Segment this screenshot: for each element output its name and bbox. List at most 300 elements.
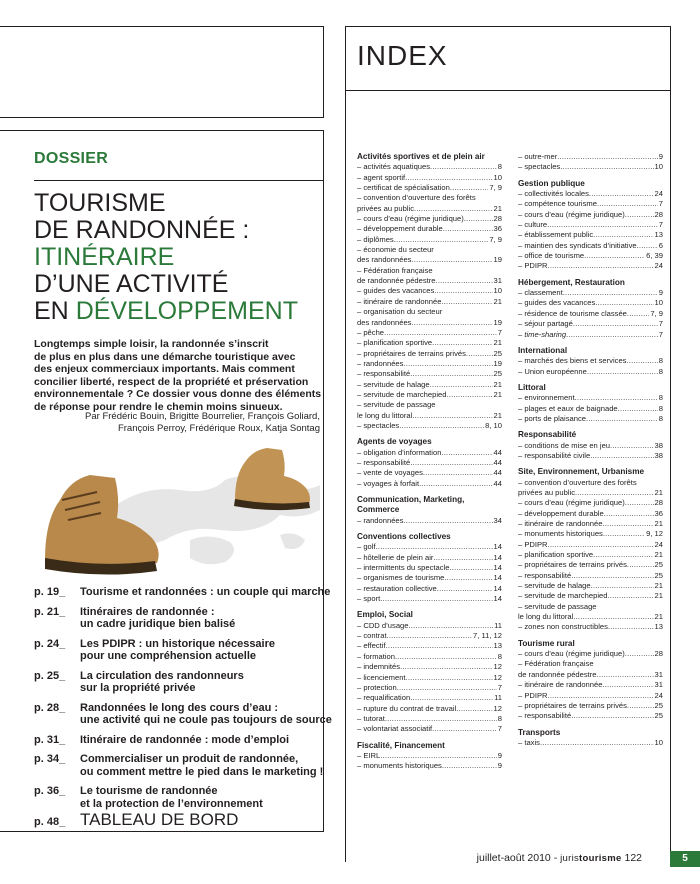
index-leader-dots bbox=[566, 330, 658, 340]
publication-prefix: juris bbox=[560, 853, 580, 864]
index-entry[interactable] bbox=[518, 670, 663, 680]
index-entry[interactable] bbox=[518, 509, 663, 519]
index-entry-page: 25 bbox=[654, 700, 663, 710]
index-entry-page: 8 bbox=[497, 713, 502, 723]
index-entry-label: – vente de voyages bbox=[357, 468, 423, 478]
index-entry-page: 24 bbox=[654, 189, 663, 199]
index-entry-page: 28 bbox=[493, 214, 502, 224]
index-entry[interactable] bbox=[357, 318, 502, 328]
index-entry[interactable] bbox=[518, 230, 663, 240]
index-entry[interactable] bbox=[518, 622, 663, 632]
index-entry[interactable] bbox=[518, 298, 663, 308]
index-entry[interactable] bbox=[357, 761, 502, 771]
toc-line: Randonnées le long des cours d’eau : bbox=[80, 701, 279, 714]
index-section-title: Emploi, Social bbox=[357, 610, 413, 620]
authors bbox=[20, 411, 320, 435]
index-entry-page: 31 bbox=[493, 276, 502, 286]
index-leader-dots bbox=[423, 468, 493, 478]
toc-page: p. 24_ bbox=[34, 637, 66, 650]
toc-line: et la protection de l’environnement bbox=[80, 797, 263, 810]
index-leader-dots bbox=[380, 751, 497, 761]
index-entry[interactable] bbox=[357, 297, 502, 307]
index-entry[interactable] bbox=[357, 714, 502, 724]
index-entry-page: 14 bbox=[493, 573, 502, 583]
index-leader-dots bbox=[602, 680, 653, 690]
index-entry[interactable] bbox=[357, 235, 502, 245]
index-entry-label: – organisation du secteur bbox=[357, 307, 443, 317]
index-leader-dots bbox=[602, 519, 653, 529]
index-entry-label: – CDD d’usage bbox=[357, 620, 409, 630]
index-entry-page: 10 bbox=[654, 298, 663, 308]
index-entry-page: 19 bbox=[493, 255, 502, 265]
index-entry[interactable] bbox=[357, 255, 502, 265]
index-entry-page: 21 bbox=[493, 296, 502, 306]
index-entry[interactable] bbox=[518, 189, 663, 199]
index-entry-label: des randonnées bbox=[357, 317, 412, 327]
index-entry[interactable] bbox=[518, 488, 663, 498]
index-entry[interactable] bbox=[357, 276, 502, 286]
toc-page: p. 36_ bbox=[34, 785, 66, 797]
index-entry[interactable] bbox=[357, 193, 502, 203]
index-entry[interactable] bbox=[518, 738, 663, 748]
index-entry[interactable] bbox=[518, 414, 663, 424]
index-entry-label: – organismes de tourisme bbox=[357, 573, 445, 583]
index-entry[interactable] bbox=[357, 573, 502, 583]
index-leader-dots bbox=[627, 701, 654, 711]
index-entry-page: 14 bbox=[493, 563, 502, 573]
index-entry[interactable] bbox=[518, 701, 663, 711]
index-column-1 bbox=[357, 152, 502, 772]
index-entry[interactable] bbox=[357, 631, 502, 641]
toc-page: p. 28_ bbox=[34, 701, 66, 714]
index-entry[interactable] bbox=[518, 330, 663, 340]
index-entry[interactable] bbox=[518, 691, 663, 701]
index-entry-label: – protection bbox=[357, 682, 397, 692]
index-entry-page: 21 bbox=[493, 410, 502, 420]
index-entry-label: – responsabilité civile bbox=[518, 450, 591, 460]
index-entry[interactable] bbox=[518, 711, 663, 721]
toc-item[interactable] bbox=[34, 638, 324, 663]
index-leader-dots bbox=[443, 224, 493, 234]
index-entry[interactable] bbox=[357, 563, 502, 573]
index-entry[interactable] bbox=[357, 328, 502, 338]
index-leader-dots bbox=[450, 183, 488, 193]
index-entry-page: 19 bbox=[493, 358, 502, 368]
index-entry-label: – PDIPR bbox=[518, 690, 548, 700]
index-entry-page: 6, 39 bbox=[646, 251, 663, 261]
index-title-rule bbox=[345, 90, 671, 91]
index-entry-page: 6 bbox=[658, 240, 663, 250]
index-leader-dots bbox=[444, 573, 492, 583]
index-entry-page: 25 bbox=[654, 711, 663, 721]
intro-line: concilier liberté, respect de la propriété et préservation bbox=[34, 375, 309, 388]
index-entry[interactable] bbox=[357, 390, 502, 400]
index-leader-dots bbox=[595, 298, 653, 308]
index-entry[interactable] bbox=[357, 183, 502, 193]
index-entry[interactable] bbox=[357, 641, 502, 651]
index-entry-label: – séjour partagé bbox=[518, 319, 573, 329]
index-entry[interactable] bbox=[357, 584, 502, 594]
index-entry-page: 21 bbox=[654, 519, 663, 528]
index-section-title: Commerce bbox=[357, 505, 400, 515]
index-entry-label: – propriétaires de terrains privés bbox=[518, 700, 627, 710]
index-leader-dots bbox=[395, 652, 497, 662]
index-entry-label: – requalification bbox=[357, 693, 411, 703]
index-entry-page: 9 bbox=[658, 288, 663, 298]
index-entry-page: 9 bbox=[497, 750, 502, 760]
index-entry[interactable] bbox=[518, 478, 663, 488]
index-entry[interactable] bbox=[357, 673, 502, 683]
index-entry-page: 28 bbox=[654, 498, 663, 508]
index-entry[interactable] bbox=[518, 393, 663, 403]
index-leader-dots bbox=[618, 404, 658, 414]
index-leader-dots bbox=[409, 621, 494, 631]
index-entry[interactable] bbox=[357, 286, 502, 296]
index-entry-label: – zones non constructibles bbox=[518, 622, 608, 632]
index-entry-page: 21 bbox=[654, 550, 663, 560]
index-leader-dots bbox=[411, 255, 492, 265]
index-entry-page: 7 bbox=[658, 319, 663, 329]
toc-item[interactable] bbox=[34, 606, 324, 631]
authors-line: François Perroy, Frédérique Roux, Katja Sontag bbox=[117, 423, 320, 434]
index-entry-page: 14 bbox=[493, 594, 502, 604]
index-leader-dots bbox=[626, 356, 657, 366]
index-entry-page: 28 bbox=[654, 649, 663, 659]
index-entry-label: – propriétaires de terrains privés bbox=[518, 560, 627, 570]
index-entry[interactable] bbox=[518, 367, 663, 377]
index-entry-page: 10 bbox=[493, 286, 502, 296]
index-entry[interactable] bbox=[518, 550, 663, 560]
index-entry[interactable] bbox=[518, 210, 663, 220]
index-entry[interactable] bbox=[357, 266, 502, 276]
tableau-de-bord-label[interactable]: TABLEAU DE BORD bbox=[80, 810, 239, 829]
index-entry[interactable] bbox=[357, 307, 502, 317]
index-entry-page: 7, 9 bbox=[650, 308, 663, 318]
index-entry[interactable] bbox=[518, 356, 663, 366]
index-entry-page: 8 bbox=[658, 403, 663, 413]
index-entry-page: 36 bbox=[654, 508, 663, 518]
index-entry-label: – culture bbox=[518, 220, 548, 230]
index-entry-label: – intermittents du spectacle bbox=[357, 563, 450, 573]
index-entry[interactable] bbox=[518, 251, 663, 261]
index-entry-page: 7 bbox=[658, 199, 663, 209]
index-leader-dots bbox=[410, 369, 492, 379]
index-entry[interactable] bbox=[357, 411, 502, 421]
index-entry[interactable] bbox=[518, 319, 663, 329]
index-leader-dots bbox=[456, 704, 492, 714]
index-entry-label: – ports de plaisance bbox=[518, 413, 586, 423]
index-entry-page: 10 bbox=[654, 162, 663, 172]
index-leader-dots bbox=[403, 516, 492, 526]
index-entry[interactable] bbox=[518, 309, 663, 319]
index-entry[interactable] bbox=[357, 448, 502, 458]
index-entry-page: 44 bbox=[493, 468, 502, 478]
index-entry[interactable] bbox=[518, 560, 663, 570]
index-entry-label: privées au public bbox=[518, 487, 575, 497]
intro-line: environnementale ? Ce dossier vous donne des éléments bbox=[34, 388, 322, 400]
index-entry-label: – itinéraire de randonnée bbox=[357, 296, 442, 306]
index-entry-page: 21 bbox=[493, 338, 502, 348]
toc-item[interactable] bbox=[34, 734, 324, 747]
index-entry-page: 12 bbox=[493, 662, 502, 672]
index-leader-dots bbox=[410, 693, 493, 703]
index-entry-label: – hôtellerie de plein air bbox=[357, 552, 434, 562]
header-frame-box bbox=[0, 26, 324, 118]
index-entry[interactable] bbox=[357, 380, 502, 390]
index-entry[interactable] bbox=[518, 241, 663, 251]
index-leader-dots bbox=[430, 162, 497, 172]
toc-page: p. 19_ bbox=[34, 586, 66, 598]
index-entry-page: 7, 11, 12 bbox=[473, 631, 502, 641]
intro-line: de réponse pour rendre le chemin moins sinueux. bbox=[34, 400, 283, 413]
index-entry-label: – spectacles bbox=[518, 162, 561, 172]
toc-item[interactable] bbox=[34, 701, 332, 727]
index-entry-page: 21 bbox=[493, 203, 502, 213]
index-entry[interactable] bbox=[357, 369, 502, 379]
index-entry-page: 24 bbox=[654, 261, 663, 271]
index-entry-page: 44 bbox=[493, 447, 502, 457]
index-entry-label: – développement durable bbox=[518, 508, 604, 518]
index-entry[interactable] bbox=[357, 421, 502, 431]
index-entry-label: – itinéraire de randonnée bbox=[518, 680, 603, 690]
index-leader-dots bbox=[548, 261, 654, 271]
index-entry-label: – servitude de marchepied bbox=[518, 591, 608, 601]
toc-item[interactable] bbox=[34, 753, 324, 778]
index-entry-page: 8, 10 bbox=[485, 420, 502, 430]
index-entry[interactable] bbox=[357, 162, 502, 172]
index-entry-label: privées au public bbox=[357, 203, 414, 213]
toc-line: une activité qui ne coule pas toujours de source bbox=[80, 714, 332, 726]
index-section-title: Transports bbox=[518, 727, 561, 737]
index-entry[interactable] bbox=[518, 540, 663, 550]
toc-page: p. 31_ bbox=[34, 733, 66, 746]
index-entry-label: – monuments historiques bbox=[518, 529, 603, 539]
index-section-title: Littoral bbox=[518, 382, 546, 392]
index-entry[interactable] bbox=[357, 542, 502, 552]
index-entry[interactable] bbox=[518, 261, 663, 271]
index-leader-dots bbox=[625, 210, 654, 220]
index-leader-dots bbox=[432, 338, 492, 348]
index-leader-dots bbox=[571, 711, 653, 721]
index-entry[interactable] bbox=[518, 680, 663, 690]
index-entry-label: des randonnées bbox=[357, 255, 412, 265]
index-entry[interactable] bbox=[518, 404, 663, 414]
title-line: ITINÉRAIRE bbox=[34, 243, 175, 271]
index-section-title: Conventions collectives bbox=[357, 532, 451, 542]
index-entry[interactable] bbox=[518, 659, 663, 669]
toc-item[interactable] bbox=[34, 785, 324, 810]
index-entry[interactable] bbox=[518, 529, 663, 539]
index-entry[interactable] bbox=[518, 602, 663, 612]
index-entry[interactable] bbox=[357, 458, 502, 468]
index-entry-label: – développement durable bbox=[357, 224, 443, 234]
index-entry-page: 21 bbox=[493, 389, 502, 399]
index-leader-dots bbox=[387, 631, 472, 641]
index-entry-label: – résidence de tourisme classée bbox=[518, 308, 627, 318]
index-leader-dots bbox=[557, 152, 658, 162]
index-entry-page: 38 bbox=[654, 450, 663, 460]
index-entry[interactable] bbox=[518, 152, 663, 162]
index-leader-dots bbox=[399, 421, 484, 431]
index-leader-dots bbox=[437, 584, 493, 594]
authors-line: Par Frédéric Bouin, Brigitte Bourrelier, François Goliard, bbox=[85, 411, 320, 422]
index-entry[interactable] bbox=[518, 288, 663, 298]
index-entry-label: – effectif bbox=[357, 641, 386, 651]
index-entry-page: 21 bbox=[493, 379, 502, 389]
toc-page: p. 34_ bbox=[34, 753, 66, 765]
index-leader-dots bbox=[563, 288, 658, 298]
index-entry-label: – activités aquatiques bbox=[357, 162, 431, 172]
index-entry-page: 24 bbox=[654, 539, 663, 549]
index-entry-label: – taxis bbox=[518, 737, 540, 747]
index-entry[interactable] bbox=[357, 224, 502, 234]
index-entry-page: 31 bbox=[654, 680, 663, 690]
index-entry-label: – EIRL bbox=[357, 750, 381, 760]
index-entry[interactable] bbox=[357, 704, 502, 714]
index-section-title: Responsabilité bbox=[518, 430, 577, 440]
index-entry[interactable] bbox=[357, 400, 502, 410]
toc-page: p. 25_ bbox=[34, 669, 66, 682]
index-entry[interactable] bbox=[357, 724, 502, 734]
index-entry[interactable] bbox=[518, 220, 663, 230]
index-entry[interactable] bbox=[518, 451, 663, 461]
index-column-2 bbox=[518, 152, 663, 748]
hiking-boots-illustration bbox=[40, 440, 324, 580]
intro-line: des enjeux commerciaux importants. Mais comment bbox=[34, 363, 295, 375]
index-entry-label: – environnement bbox=[518, 393, 575, 403]
index-entry[interactable] bbox=[518, 441, 663, 451]
index-entry-page: 9, 12 bbox=[646, 529, 663, 539]
index-entry[interactable] bbox=[518, 519, 663, 529]
index-leader-dots bbox=[627, 309, 649, 319]
index-entry-page: 7 bbox=[497, 682, 502, 692]
toc-line: Itinéraires de randonnée : bbox=[80, 605, 215, 618]
toc-line: Commercialiser un produit de randonnée, bbox=[80, 753, 299, 765]
index-leader-dots bbox=[464, 214, 493, 224]
index-entry-label: – formation bbox=[357, 651, 395, 661]
index-entry-label: – PDIPR bbox=[518, 539, 548, 549]
index-entry-label: de randonnée pédestre bbox=[518, 669, 597, 679]
index-leader-dots bbox=[414, 204, 493, 214]
index-entry[interactable] bbox=[357, 173, 502, 183]
index-entry-page: 9 bbox=[658, 152, 663, 161]
index-section-title: Agents de voyages bbox=[357, 437, 432, 447]
index-leader-dots bbox=[604, 509, 654, 519]
index-entry[interactable] bbox=[357, 683, 502, 693]
index-entry-page: 44 bbox=[493, 457, 502, 467]
index-entry[interactable] bbox=[357, 245, 502, 255]
index-entry-label: – marchés des biens et services bbox=[518, 356, 627, 366]
issue-date: juillet-août 2010 - bbox=[476, 852, 561, 864]
index-entry-label: – sport bbox=[357, 594, 381, 604]
index-leader-dots bbox=[610, 441, 654, 451]
index-entry[interactable] bbox=[357, 214, 502, 224]
index-leader-dots bbox=[449, 563, 492, 573]
index-entry-label: – compétence tourisme bbox=[518, 199, 597, 209]
index-leader-dots bbox=[436, 276, 493, 286]
toc-line: La circulation des randonneurs bbox=[80, 669, 244, 682]
index-entry-label: – spectacles bbox=[357, 420, 400, 430]
toc-item[interactable] bbox=[34, 670, 324, 695]
index-entry[interactable] bbox=[357, 662, 502, 672]
index-entry-label: – servitude de passage bbox=[357, 400, 436, 410]
index-entry[interactable] bbox=[357, 516, 502, 526]
index-entry-label: – restauration collective bbox=[357, 583, 437, 593]
toc-line: Le tourisme de randonnée bbox=[80, 785, 218, 797]
index-entry[interactable] bbox=[518, 498, 663, 508]
index-entry[interactable] bbox=[518, 612, 663, 622]
index-entry-label: – contrat bbox=[357, 631, 387, 641]
index-leader-dots bbox=[597, 670, 654, 680]
index-entry[interactable] bbox=[357, 204, 502, 214]
index-leader-dots bbox=[608, 622, 654, 632]
index-entry[interactable] bbox=[518, 162, 663, 172]
index-entry-label: – randonnées bbox=[357, 515, 404, 525]
index-entry-page: 8 bbox=[658, 356, 663, 366]
index-entry[interactable] bbox=[357, 349, 502, 359]
index-entry[interactable] bbox=[357, 621, 502, 631]
index-entry-page: 14 bbox=[493, 542, 502, 552]
index-leader-dots bbox=[548, 540, 654, 550]
index-leader-dots bbox=[385, 714, 497, 724]
index-entry-label: – servitude de halage bbox=[518, 581, 591, 591]
index-entry-label: – guides des vacances bbox=[357, 286, 435, 296]
index-entry-page: 8 bbox=[658, 413, 663, 423]
index-leader-dots bbox=[406, 673, 493, 683]
index-entry-label: – pêche bbox=[357, 327, 385, 337]
index-entry-page: 10 bbox=[493, 172, 502, 182]
index-entry[interactable] bbox=[357, 751, 502, 761]
index-entry[interactable] bbox=[357, 594, 502, 604]
index-entry[interactable] bbox=[357, 359, 502, 369]
index-leader-dots bbox=[573, 319, 658, 329]
index-section-title: Activités sportives et de plein air bbox=[357, 152, 485, 161]
index-entry-page: 28 bbox=[654, 209, 663, 219]
publication-name: tourisme bbox=[579, 853, 622, 864]
toc-line: sur la propriété privée bbox=[80, 682, 196, 694]
index-entry[interactable] bbox=[357, 693, 502, 703]
index-entry-page: 21 bbox=[654, 612, 663, 622]
index-entry[interactable] bbox=[518, 571, 663, 581]
index-entry[interactable] bbox=[518, 581, 663, 591]
index-entry-label: – certificat de spécialisation bbox=[357, 183, 450, 193]
index-entry-label: – cours d’eau (régime juridique) bbox=[518, 649, 625, 659]
index-leader-dots bbox=[441, 448, 492, 458]
index-entry-page: 8 bbox=[497, 651, 502, 661]
index-entry-page: 7, 9 bbox=[489, 183, 502, 193]
toc-item[interactable] bbox=[34, 586, 331, 599]
index-leader-dots bbox=[586, 414, 658, 424]
index-entry-label: – voyages à forfait bbox=[357, 478, 420, 488]
index-entry-page: 14 bbox=[493, 552, 502, 562]
index-entry-label: – volontariat associatif bbox=[357, 724, 433, 734]
index-section-title: International bbox=[518, 345, 568, 355]
index-entry[interactable] bbox=[518, 649, 663, 659]
index-entry[interactable] bbox=[357, 652, 502, 662]
index-entry[interactable] bbox=[357, 479, 502, 489]
page-number-badge: 5 bbox=[670, 851, 700, 867]
index-entry[interactable] bbox=[357, 468, 502, 478]
index-leader-dots bbox=[560, 162, 653, 172]
index-entry[interactable] bbox=[518, 591, 663, 601]
index-entry-label: – classement bbox=[518, 288, 563, 298]
index-entry[interactable] bbox=[357, 553, 502, 563]
index-entry[interactable] bbox=[357, 338, 502, 348]
index-entry-page: 12 bbox=[493, 703, 502, 713]
toc-line: pour une compréhension actuelle bbox=[80, 650, 257, 662]
index-entry[interactable] bbox=[518, 199, 663, 209]
index-leader-dots bbox=[466, 349, 493, 359]
